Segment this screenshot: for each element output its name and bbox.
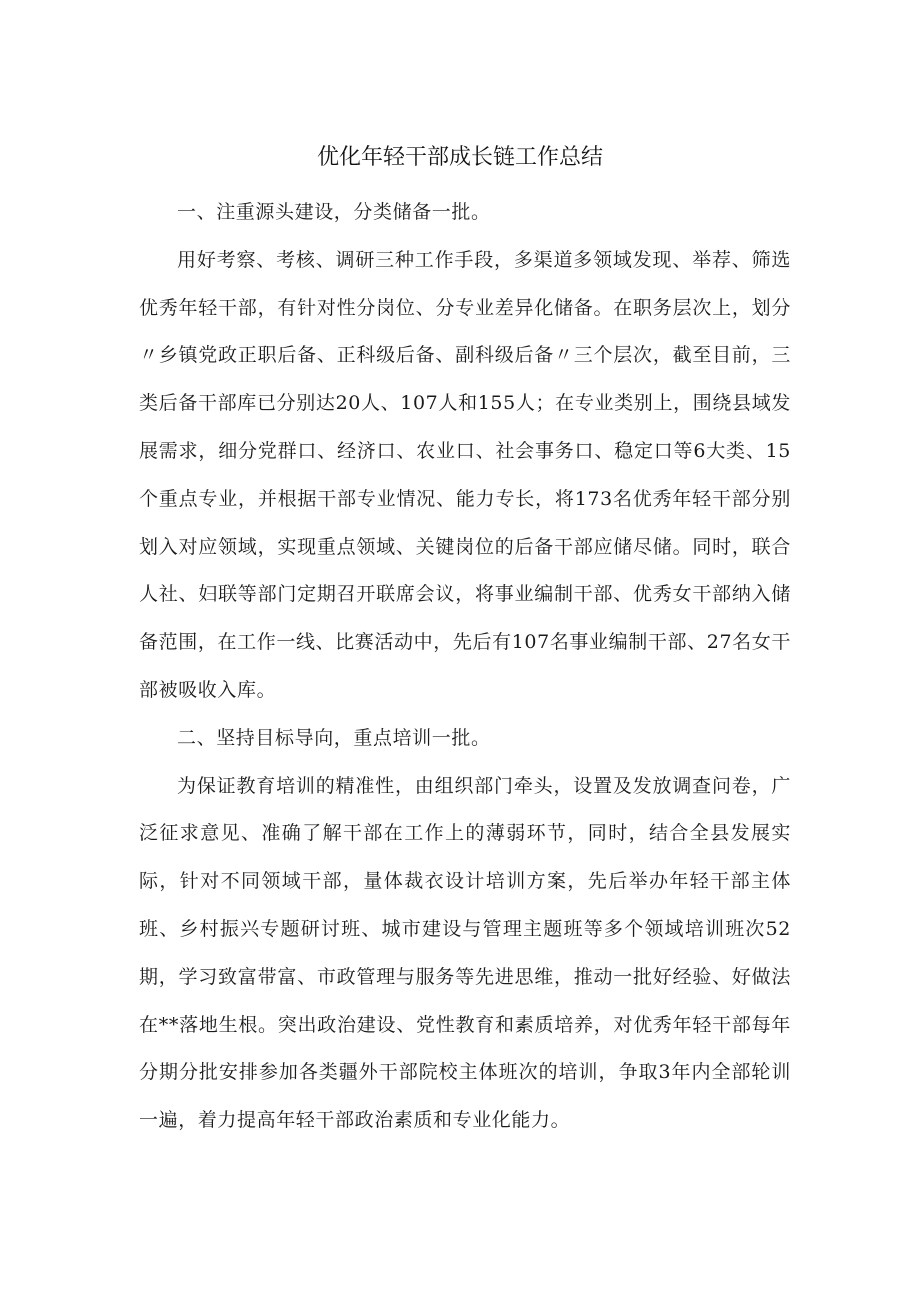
document-body [139,189,791,1145]
body-paragraph-2: 为保证教育培训的精准性，由组织部门牵头，设置及发放调查问卷，广泛征求意见、准确了解干部在工作上的薄弱环节，同时，结合全县发展实际，针对不同领域干部，量体裁衣设计培训方案，先后举办年轻干部主体班、乡村振兴专题研讨班、城市建设与管理主题班等多个领域培训班次52期，学习致富带富、市政管理与服务等先进思维，推动一批好经验、好做法在**落地生根。突出政治建设、党性教育和素质培养，对优秀年轻干部每年分期分批安排参加各类疆外干部院校主体班次的培训，争取3年内全部轮训一遍，着力提高年轻干部政治素质和专业化能力。 [139,774,791,1132]
document-title: 优化年轻干部成长链工作总结 [316,145,603,170]
section-heading-2: 二、坚持目标导向，重点培训一批。 [177,726,491,749]
body-paragraph-1: 用好考察、考核、调研三种工作手段，多渠道多领域发现、举荐、筛选优秀年轻干部，有针对性分岗位、分专业差异化储备。在职务层次上，划分〃乡镇党政正职后备、正科级后备、副科级后备〃三个层次，截至目前，三类后备干部库已分别达20人、107人和155人；在专业类别上，围绕县域发展需求，细分党群口、经济口、农业口、社会事务口、稳定口等6大类、15个重点专业，并根据干部专业情况、能力专长，将173名优秀年轻干部分别划入对应领域，实现重点领域、关键岗位的后备干部应储尽储。同时，联合人社、妇联等部门定期召开联席会议，将事业编制干部、优秀女干部纳入储备范围，在工作一线、比赛活动中，先后有107名事业编制干部、27名女干部被吸收入库。 [139,248,791,701]
section-heading-1: 一、注重源头建设，分类储备一批。 [177,201,491,223]
